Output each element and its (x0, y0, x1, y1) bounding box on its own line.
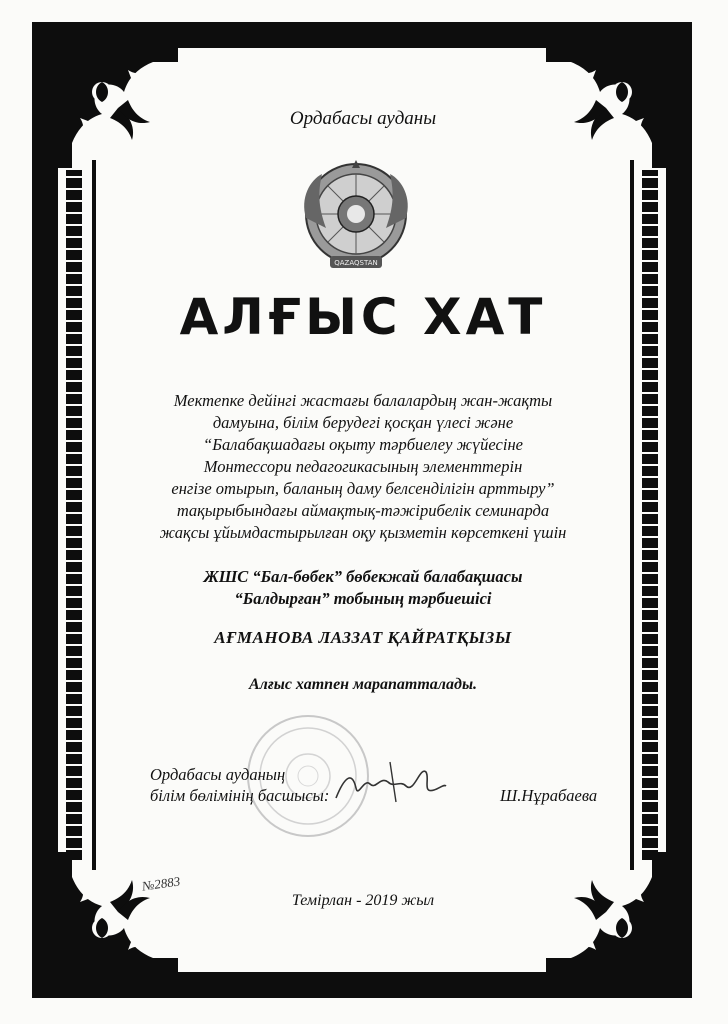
body-paragraph (100, 390, 626, 544)
right-inner-rule (630, 160, 634, 870)
signatory-title-line: Ордабасы ауданың (150, 765, 286, 784)
organization-block (100, 566, 626, 610)
body-line: жақсы ұйымдастырылған оқу қызметін көрсеткені үшін (159, 523, 567, 542)
organization-line: “Балдырған” тобының тәрбиешісі (234, 589, 492, 608)
district-heading: Ордабасы ауданы (289, 108, 437, 129)
left-ornament-strip (66, 170, 82, 860)
certificate-title: АЛҒЫС ХАТ (179, 288, 547, 346)
state-emblem-icon (296, 158, 416, 276)
organization-line: ЖШС “Бал-бөбек” бөбекжай балабақшасы (203, 567, 523, 586)
left-inner-rule (92, 160, 96, 870)
body-line: Мектепке дейінгі жастағы балалардың жан-жақты (173, 391, 553, 410)
corner-ornament-bottom-left (58, 852, 178, 972)
body-line: Монтессори педагогикасының элементтерін (203, 457, 523, 476)
body-line: тақырыбындағы аймақтық-тәжірибелік семинарда (176, 501, 550, 520)
footer-place-year: Темірлан - 2019 жыл (291, 892, 435, 909)
signatory-name: Ш.Нұрабаева (500, 786, 598, 805)
registration-number: №2883 (141, 873, 182, 894)
signatory-title (150, 764, 329, 806)
body-line: дамуына, білім берудегі қосқан үлесі және (212, 413, 514, 432)
body-line: енгізе отырып, баланың даму белсенділігін арттыру” (171, 479, 555, 498)
recipient-name: АҒМАНОВА ЛАЗЗАТ ҚАЙРАТҚЫЗЫ (214, 628, 512, 647)
right-ornament-strip (642, 170, 658, 860)
corner-ornament-bottom-right (546, 852, 666, 972)
award-line: Алғыс хатпен марапатталады. (248, 676, 478, 693)
signatory-title-line: білім бөлімінің басшысы: (150, 786, 330, 805)
body-line: “Балабақшадағы оқыту тәрбиелеу жүйесіне (203, 435, 523, 454)
handwritten-signature (330, 758, 450, 808)
emblem-label: QAZAQSTAN (334, 259, 378, 267)
